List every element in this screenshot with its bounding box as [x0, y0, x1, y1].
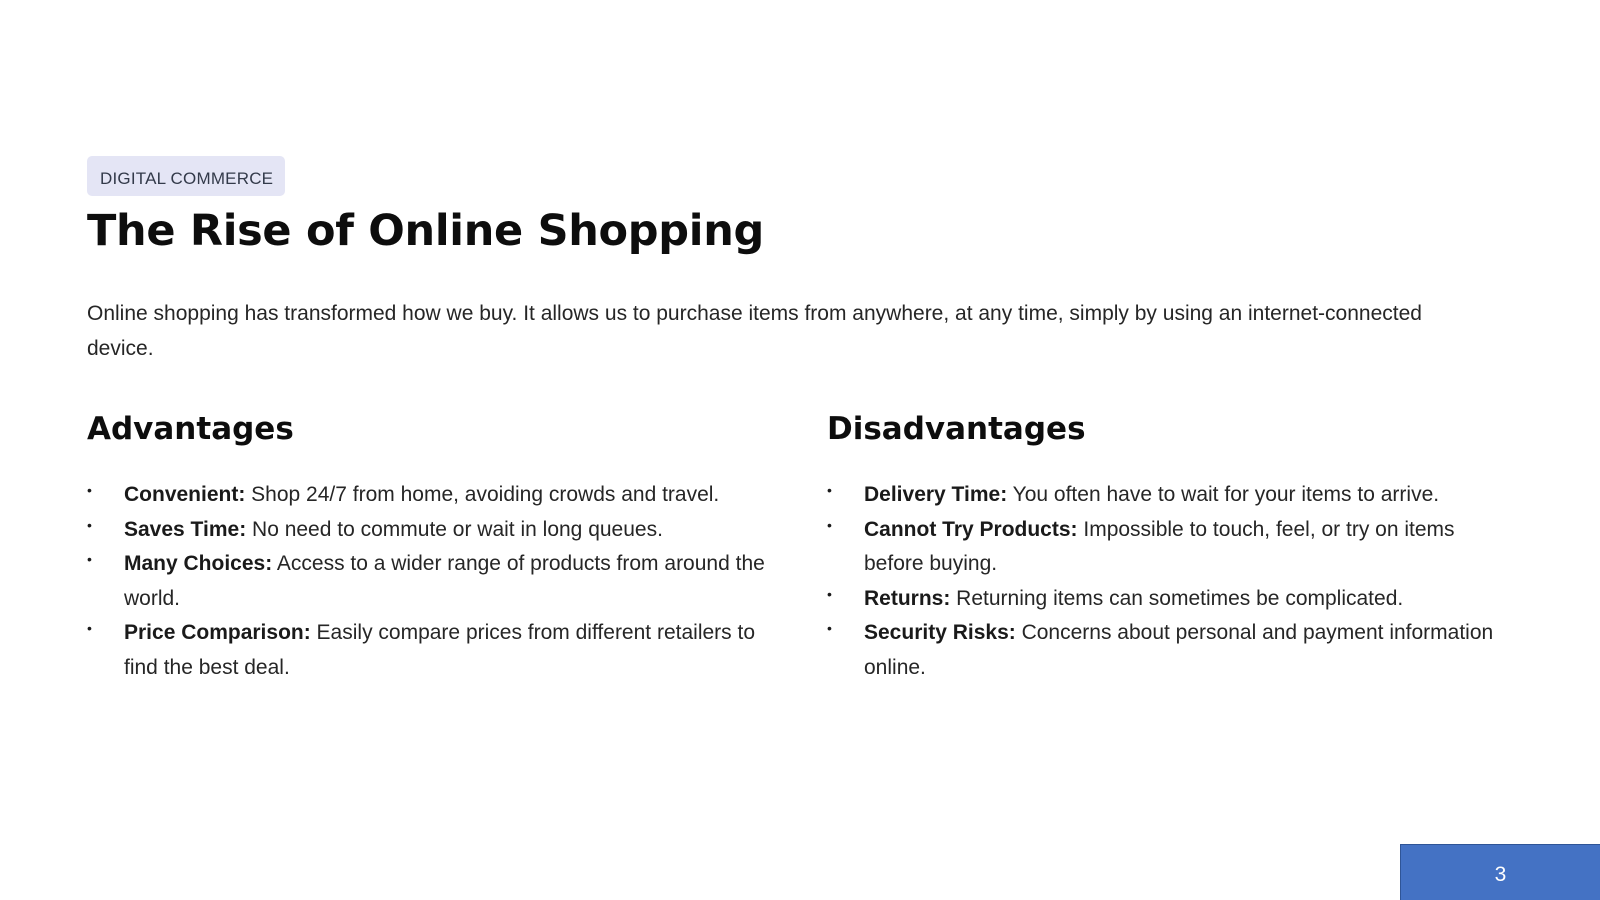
item-text: No need to commute or wait in long queues. [246, 517, 663, 541]
advantages-heading: Advantages [87, 411, 294, 447]
item-term: Many Choices: [124, 552, 273, 576]
list-item [87, 478, 784, 513]
item-term: Convenient: [124, 483, 246, 506]
item-term: Returns: [864, 586, 951, 610]
item-text: Concerns about personal and payment information online. [864, 621, 1494, 679]
item-term: Delivery Time: [864, 483, 1008, 506]
section-tag: DIGITAL COMMERCE [87, 156, 285, 196]
item-term: Cannot Try Products: [864, 517, 1078, 541]
disadvantages-heading: Disadvantages [827, 411, 1086, 447]
bullet-icon: • [87, 620, 92, 637]
bullet-icon: • [827, 585, 832, 602]
item-text: Impossible to touch, feel, or try on items before buying. [864, 517, 1455, 576]
advantages-list [87, 478, 787, 686]
list-item [87, 547, 784, 616]
item-text: Returning items can sometimes be complicated. [950, 586, 1404, 610]
disadvantages-list [827, 478, 1527, 686]
list-item [827, 478, 1519, 513]
bullet-icon: • [827, 620, 832, 637]
page-number: 3 [1400, 844, 1600, 900]
bullet-icon: • [87, 482, 92, 498]
bullet-icon: • [87, 551, 92, 568]
intro-paragraph: Online shopping has transformed how we buy. It allows us to purchase items from anywhere, at any time, simply by using an internet-connected device. [87, 302, 1422, 360]
list-item [827, 616, 1519, 685]
list-item [827, 582, 1519, 617]
advantages-column [87, 405, 787, 686]
item-text: Shop 24/7 from home, avoiding crowds and travel. [245, 483, 720, 506]
item-text: You often have to wait for your items to arrive. [1007, 483, 1440, 506]
bullet-icon: • [827, 516, 832, 533]
item-term: Price Comparison: [124, 621, 311, 645]
list-item [87, 616, 784, 685]
slide-title: The Rise of Online Shopping [87, 206, 764, 256]
list-item [87, 513, 784, 548]
item-term: Security Risks: [864, 621, 1016, 645]
item-text: Access to a wider range of products from around the world. [124, 552, 765, 610]
item-text: Easily compare prices from different retailers to find the best deal. [124, 621, 755, 679]
bullet-icon: • [87, 516, 92, 533]
list-item [827, 513, 1519, 582]
item-term: Saves Time: [124, 517, 247, 541]
disadvantages-column [827, 405, 1527, 686]
bullet-icon: • [827, 482, 832, 498]
